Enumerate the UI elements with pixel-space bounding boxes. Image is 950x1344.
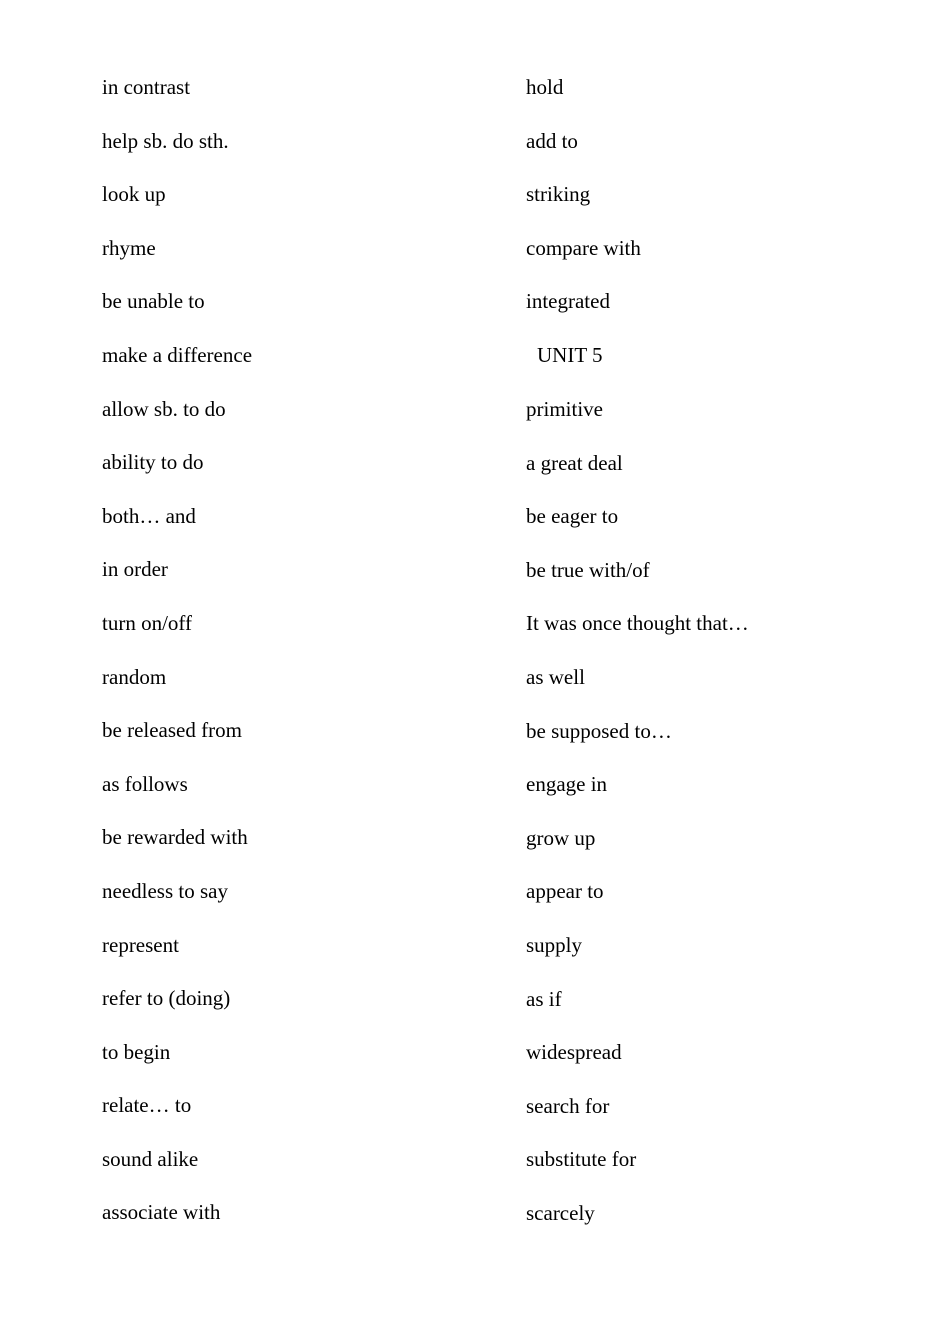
right-vocabulary-column: [526, 72, 906, 1251]
vocab-term: as if: [526, 986, 562, 1011]
vocab-term: turn on/off: [102, 610, 193, 635]
vocab-term: appear to: [526, 879, 604, 904]
vocab-term: sound alike: [102, 1146, 199, 1171]
unit-heading: UNIT 5: [537, 343, 603, 368]
vocab-term: needless to say: [102, 878, 228, 903]
vocab-term: be true with/of: [526, 557, 650, 582]
vocab-term: represent: [102, 932, 179, 957]
vocab-term: be released from: [102, 718, 242, 743]
vocab-term: random: [102, 664, 167, 689]
vocab-term: supply: [526, 932, 583, 957]
vocab-term: engage in: [526, 772, 608, 797]
vocab-term: substitute for: [526, 1147, 637, 1172]
vocab-term: striking: [526, 182, 591, 207]
vocab-term: associate with: [102, 1200, 221, 1225]
vocab-term: widespread: [526, 1040, 622, 1065]
vocab-term: as follows: [102, 771, 188, 796]
vocab-term: It was once thought that…: [526, 611, 749, 636]
vocab-term: be unable to: [102, 289, 205, 314]
vocab-term: in contrast: [102, 75, 191, 99]
vocab-term: add to: [526, 128, 578, 153]
vocab-term: refer to (doing): [102, 986, 231, 1011]
left-vocabulary-column: [102, 72, 482, 1251]
vocab-term: relate… to: [102, 1093, 192, 1118]
vocab-term: integrated: [526, 289, 610, 314]
vocab-term: in order: [102, 557, 168, 582]
vocab-term: both… and: [102, 503, 196, 528]
vocab-term: compare with: [526, 235, 641, 260]
vocab-term: a great deal: [526, 450, 623, 475]
vocab-term: be rewarded with: [102, 825, 248, 850]
vocab-term: hold: [526, 75, 564, 99]
vocab-term: look up: [102, 182, 166, 207]
vocab-term: be supposed to…: [526, 718, 672, 743]
vocab-term: to begin: [102, 1039, 171, 1064]
vocab-term: allow sb. to do: [102, 396, 226, 421]
vocab-term: make a difference: [102, 342, 253, 367]
vocab-term: grow up: [526, 825, 596, 850]
vocab-term: primitive: [526, 396, 603, 421]
vocab-term: scarcely: [526, 1200, 595, 1225]
vocab-term: help sb. do sth.: [102, 128, 229, 153]
vocab-term: search for: [526, 1093, 610, 1118]
vocab-term: ability to do: [102, 450, 204, 475]
vocab-term: be eager to: [526, 504, 619, 529]
vocab-term: rhyme: [102, 235, 156, 260]
vocab-term: as well: [526, 664, 585, 689]
